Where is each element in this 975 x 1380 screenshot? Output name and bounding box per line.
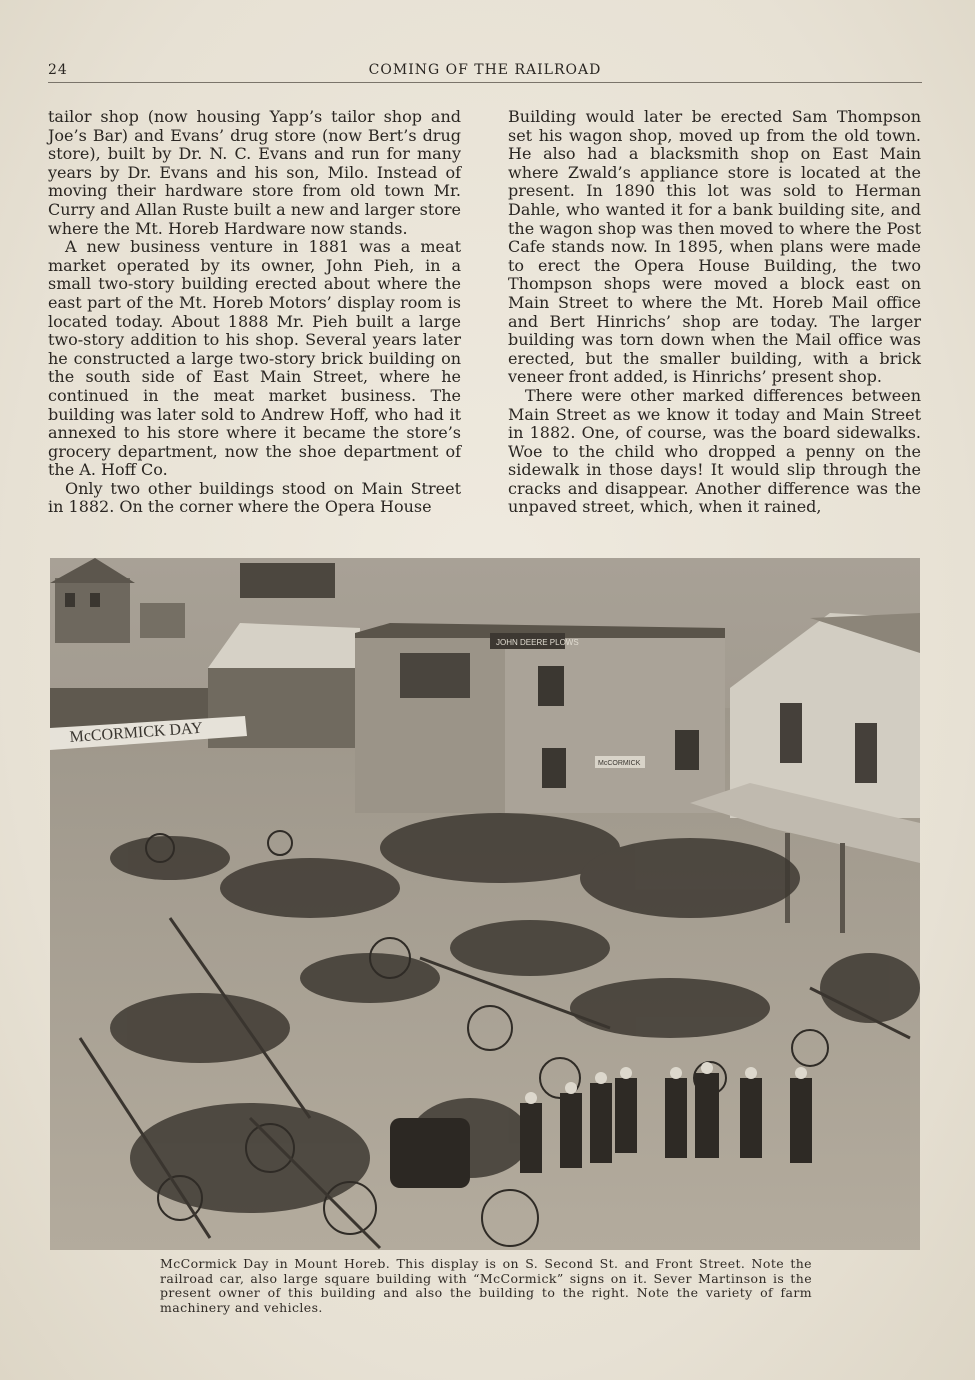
photo-illustration <box>50 558 920 1250</box>
running-title: COMING OF THE RAILROAD <box>368 62 602 78</box>
paragraph: A new business venture in 1881 was a meat market operated by its owner, John Pieh, in a small two-story building erected about where the east part of the Mt. Horeb Motors’ display room is located today. About 1888 Mr. Pieh built a large two-story addition to his shop. Several years later he constructed a large two-story brick building on the south side of East Main Street, where he continued in the meat market business. The building was later sold to Andrew Hoff, who had it annexed to his store where it became the store’s grocery department, now the shoe department of the A. Hoff Co. <box>48 237 461 480</box>
photo-caption: McCormick Day in Mount Horeb. This display is on S. Second St. and Front Street. Note the railroad car, also large square building with “McCormick” signs on it. Sever Martinson is the present owner of this building and also the building to the right. Note the variety of farm machinery and vehicles. <box>160 1256 812 1315</box>
paragraph: Only two other buildings stood on Main Street in 1882. On the corner where the Opera House <box>48 478 461 517</box>
page-header <box>48 60 922 83</box>
historic-street-photo <box>50 558 920 1250</box>
banner-text: McCORMICK DAY <box>69 719 204 746</box>
left-text-column <box>48 108 461 517</box>
right-text-column <box>508 108 921 517</box>
paragraph: Building would later be erected Sam Thompson set his wagon shop, moved up from the old town. He also had a blacksmith shop on East Main where Zwald’s appliance store is located at the present. In 1890 this lot was sold to Herman Dahle, who wanted it for a bank building site, and the wagon shop was then moved to where the Post Cafe stands now. In 1895, when plans were made to erect the Opera House Building, the two Thompson shops were moved a block east on Main Street to where the Mt. Horeb Mail office and Bert Hinrichs’ shop are today. The larger building was torn down when the Mail office was erected, but the smaller building, with a brick veneer front added, is Hinrichs’ present shop. <box>508 107 921 387</box>
page-number: 24 <box>48 62 68 78</box>
building-sign: JOHN DEERE PLOWS <box>496 638 579 647</box>
paragraph: tailor shop (now housing Yapp’s tailor shop and Joe’s Bar) and Evans’ drug store (now Bert’s drug store), built by Dr. N. C. Evans and run for many years by Dr. Evans and his son, Milo. Instead of moving their hardware store from old town Mr. Curry and Allan Ruste built a new and larger store where the Mt. Horeb Hardware now stands. <box>48 107 461 238</box>
small-sign: McCORMICK <box>598 760 641 767</box>
paragraph: There were other marked differences between Main Street as we know it today and Main Street in 1882. One, of course, was the board sidewalks. Woe to the child who dropped a penny on the sidewalk in those days! It would slip through the cracks and disappear. Another difference was the unpaved street, which, when it rained, <box>508 385 921 517</box>
